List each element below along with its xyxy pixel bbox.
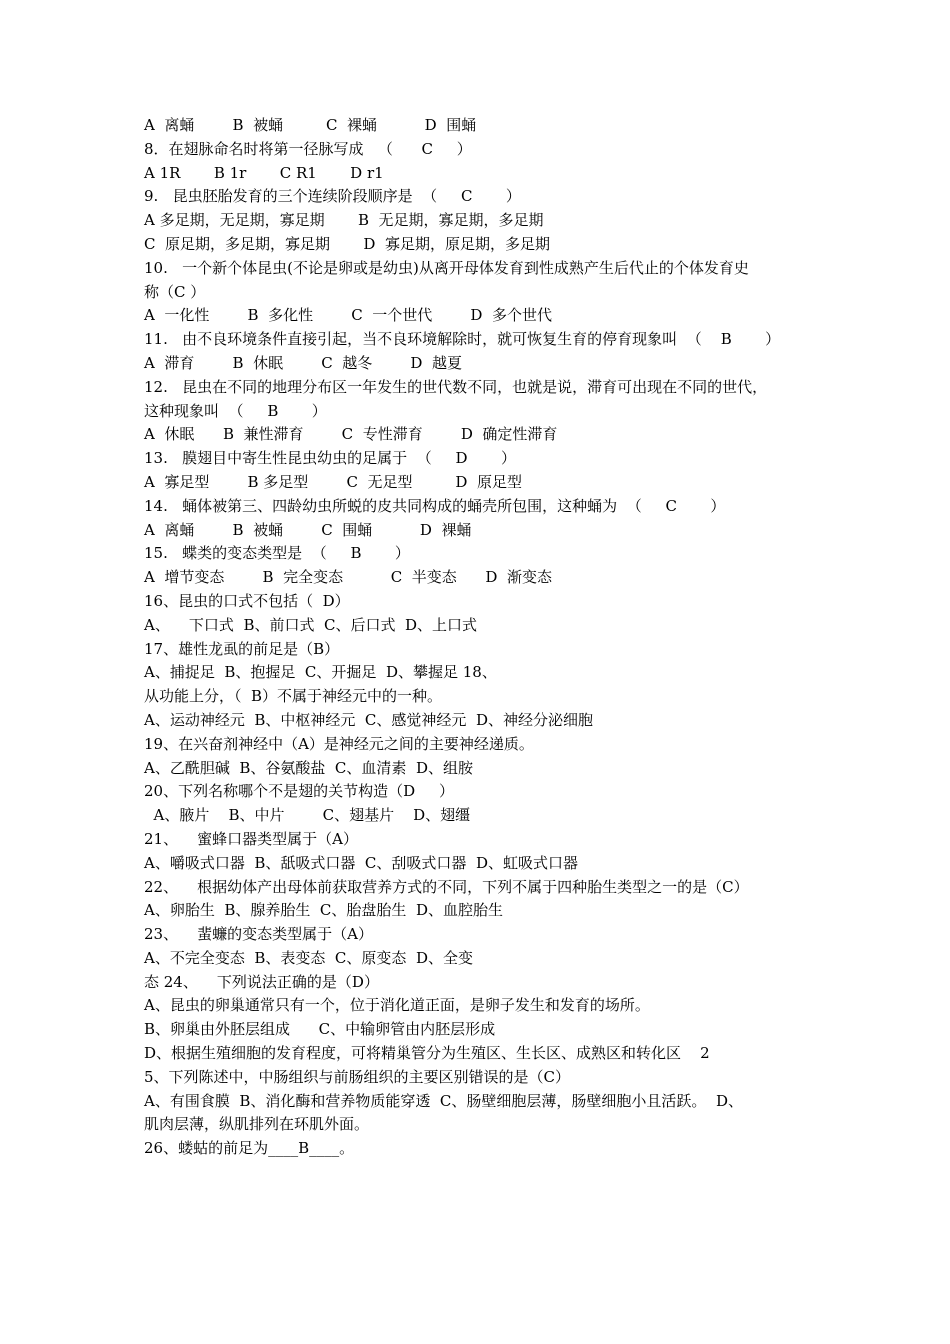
text-line: A 增节变态 B 完全变态 C 半变态 D 渐变态: [144, 568, 552, 587]
text-line: 8．在翅脉命名时将第一径脉写成 （ C ）: [144, 139, 472, 158]
text-line: A 滞育 B 休眠 C 越冬 D 越夏: [144, 353, 462, 372]
text-line: 5、下列陈述中，中肠组织与前肠组织的主要区别错误的是（C）: [144, 1067, 571, 1086]
text-line: 23、 蜚蠊的变态类型属于（A）: [144, 925, 373, 944]
text-line: 21、 蜜蜂口器类型属于（A）: [144, 829, 358, 848]
text-line: 14. 蛹体被第三、四龄幼虫所蜕的皮共同构成的蛹壳所包围，这种蛹为 （ C ）: [144, 496, 726, 515]
text-line: A 休眠 B 兼性滞育 C 专性滞育 D 确定性滞育: [144, 425, 558, 444]
text-line: C 原足期，多足期，寡足期 D 寡足期，原足期，多足期: [144, 234, 550, 253]
text-line: 16、昆虫的口式不包括（ D）: [144, 591, 350, 610]
text-line: 11. 由不良环境条件直接引起，当不良环境解除时，就可恢复生育的停育现象叫 （ B ）: [144, 330, 781, 349]
text-line: A 离蛹 B 被蛹 C 围蛹 D 裸蛹: [144, 520, 472, 539]
text-line: A 离蛹 B 被蛹 C 裸蛹 D 围蛹: [144, 116, 477, 134]
text-line: 肌肉层薄，纵肌排列在环肌外面。: [144, 1115, 370, 1134]
text-line: A 寡足型 B 多足型 C 无足型 D 原足型: [144, 472, 522, 491]
document-body: [144, 114, 834, 1161]
text-line: A、运动神经元 B、中枢神经元 C、感觉神经元 D、神经分泌细胞: [144, 710, 593, 729]
text-line: 这种现象叫 （ B ）: [144, 401, 327, 420]
text-line: 20、下列名称哪个不是翅的关节构造（D ）: [144, 782, 454, 801]
text-line: 22、 根据幼体产出母体前获取营养方式的不同，下列不属于四种胎生类型之一的是（C）: [144, 877, 749, 896]
text-line: A、卵胎生 B、腺养胎生 C、胎盘胎生 D、血腔胎生: [144, 901, 503, 920]
text-line: A、 下口式 B、前口式 C、后口式 D、上口式: [144, 615, 478, 634]
text-line: D、根据生殖细胞的发育程度，可将精巢管分为生殖区、生长区、成熟区和转化区 2: [144, 1044, 710, 1063]
text-line: 态 24、 下列说法正确的是（D）: [144, 972, 379, 991]
text-line: A、有围食膜 B、消化酶和营养物质能穿透 C、肠壁细胞层薄，肠壁细胞小且活跃。 D、: [144, 1091, 743, 1110]
text-line: 26、蝼蛄的前足为____B____。: [144, 1139, 355, 1158]
text-line: 19、在兴奋剂神经中（A）是神经元之间的主要神经递质。: [144, 734, 534, 753]
text-line: A、乙酰胆碱 B、谷氨酸盐 C、血清素 D、组胺: [144, 758, 473, 777]
text-line: A、腋片 B、中片 C、翅基片 D、翅缰: [144, 806, 471, 825]
text-line: A 1R B 1r C R1 D r1: [144, 163, 384, 182]
text-line: 17、雄性龙虱的前足是（B）: [144, 639, 340, 658]
text-line: 称（C ）: [144, 282, 206, 301]
text-line: 13. 膜翅目中寄生性昆虫幼虫的足属于 （ D ）: [144, 449, 516, 468]
text-line: 从功能上分，（ B）不属于神经元中的一种。: [144, 687, 443, 706]
text-line: B、卵巢由外胚层组成 C、中输卵管由内胚层形成: [144, 1020, 496, 1039]
text-line: 15. 蝶类的变态类型是 （ B ）: [144, 544, 410, 563]
text-line: 10. 一个新个体昆虫(不论是卵或是幼虫)从离开母体发育到性成熟产生后代止的个体发育史: [144, 258, 749, 277]
text-line: 9. 昆虫胚胎发育的三个连续阶段顺序是 （ C ）: [144, 187, 521, 206]
text-line: A、不完全变态 B、表变态 C、原变态 D、全变: [144, 948, 473, 967]
text-line: 12. 昆虫在不同的地理分布区一年发生的世代数不同，也就是说，滞育可出现在不同的世代，: [144, 377, 768, 396]
text-line: A、捕捉足 B、抱握足 C、开掘足 D、攀握足 18、: [144, 663, 497, 682]
text-line: A、昆虫的卵巢通常只有一个，位于消化道正面，是卵子发生和发育的场所。: [144, 996, 650, 1015]
text-line: A 一化性 B 多化性 C 一个世代 D 多个世代: [144, 306, 552, 325]
text-line: A、嚼吸式口器 B、舐吸式口器 C、刮吸式口器 D、虹吸式口器: [144, 853, 578, 872]
text-line: A 多足期，无足期，寡足期 B 无足期，寡足期，多足期: [144, 211, 544, 230]
